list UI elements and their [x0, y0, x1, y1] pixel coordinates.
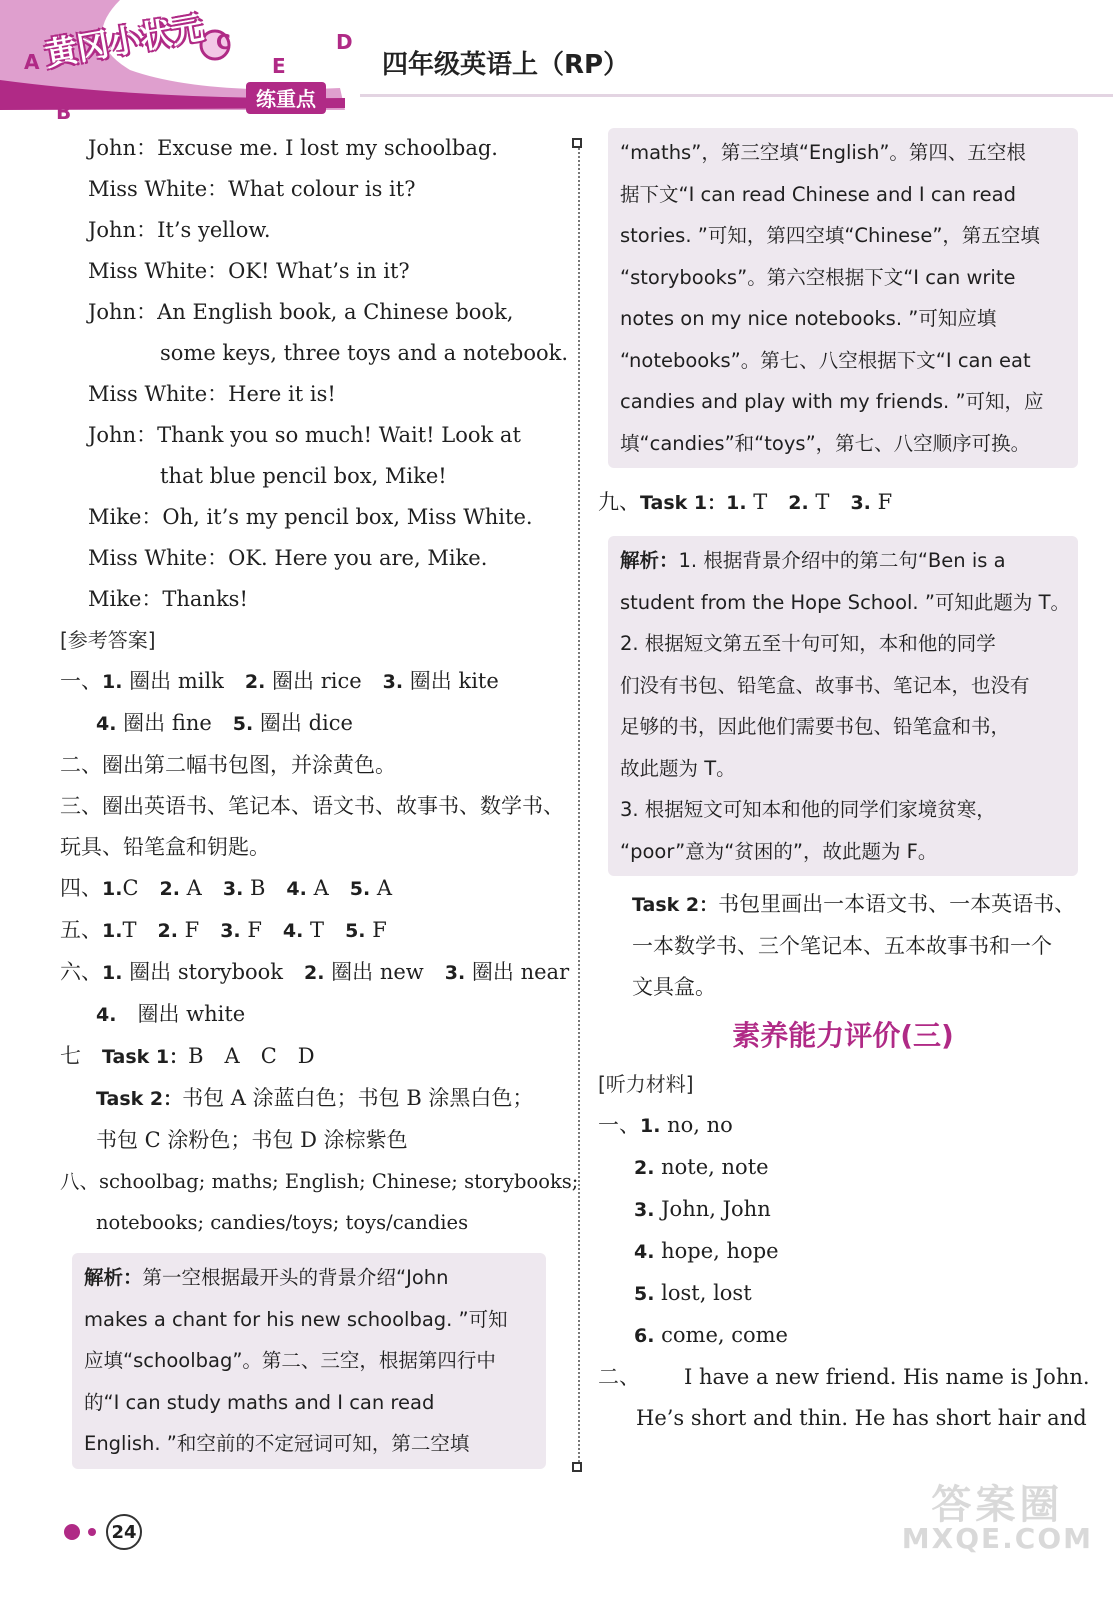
analysis-line: 据下文“I can read Chinese and I can read — [620, 182, 1016, 206]
analysis-line: 足够的书，因此他们需要书包、铅笔盒和书， — [620, 715, 1011, 738]
listening-item: 一、1. no, no — [598, 1113, 733, 1137]
column-divider — [578, 140, 580, 1470]
analysis-line: notes on my nice notebooks. ”可知应填 — [620, 307, 997, 330]
analysis-box-2 — [608, 536, 1078, 876]
dialogue — [60, 128, 569, 620]
listening-part-2-cont: He’s short and thin. He has short hair and — [636, 1406, 1087, 1430]
logo-letter: C — [216, 30, 231, 54]
listening-item: 5. lost, lost — [634, 1281, 752, 1305]
dialogue-line: that blue pencil box, Mike! — [160, 464, 447, 488]
task-2: Task 2：书包里画出一本语文书、一本英语书、 — [632, 892, 1076, 916]
page-header — [0, 0, 1113, 125]
analysis-line: English. ”和空前的不定冠词可知，第二空填 — [84, 1432, 470, 1455]
answer-8-cont: notebooks; candies/toys; toys/candies — [96, 1211, 469, 1234]
answers-heading: [参考答案] — [60, 628, 156, 652]
answer-7-task2-cont: 书包 C 涂粉色；书包 D 涂棕紫色 — [96, 1128, 408, 1152]
answer-7: 七 Task 1：B A C D — [60, 1044, 315, 1068]
dialogue-line: Miss White：OK! What’s in it? — [88, 259, 410, 283]
analysis-line: student from the Hope School. ”可知此题为 T。 — [620, 590, 1071, 614]
analysis-line: makes a chant for his new schoolbag. ”可知 — [84, 1307, 508, 1331]
section-title: 素养能力评价(三) — [732, 1019, 954, 1052]
analysis-line: “notebooks”。第七、八空根据下文“I can eat — [620, 348, 1031, 372]
section-tag: 练重点 — [246, 82, 326, 114]
answer-2: 二、圈出第二幅书包图，并涂黄色。 — [60, 753, 396, 777]
page-number-circle: 24 — [106, 1514, 142, 1550]
task-2-cont: 文具盒。 — [632, 975, 716, 999]
answer-3-cont: 玩具、铅笔盒和钥匙。 — [60, 835, 270, 859]
analysis-line: 填“candies”和“toys”，第七、八空顺序可换。 — [620, 431, 1031, 455]
analysis-line: 应填“schoolbag”。第二、三空，根据第四行中 — [84, 1349, 496, 1372]
header-rule — [360, 94, 1113, 97]
dialogue-line: Miss White：Here it is! — [88, 382, 336, 406]
brand-logo: 黄冈小状元 — [42, 8, 207, 74]
logo-letter: B — [56, 100, 72, 124]
analysis-line: 解析：1. 根据背景介绍中的第二句“Ben is a — [620, 549, 1006, 572]
analysis-box — [72, 1253, 546, 1469]
listening-item: 4. hope, hope — [634, 1239, 779, 1263]
book-title: 四年级英语上（RP） — [382, 50, 630, 80]
decor-dot — [88, 1528, 96, 1536]
listening-item: 3. John, John — [634, 1197, 771, 1221]
dialogue-line: Miss White：What colour is it? — [88, 177, 416, 201]
answer-3: 三、圈出英语书、笔记本、语文书、故事书、数学书、 — [60, 794, 564, 818]
watermark: 答案圈 MXQE.COM — [901, 1482, 1093, 1555]
answer-1-cont: 4. 圈出 fine 5. 圈出 dice — [96, 711, 353, 735]
dialogue-line: John：It’s yellow. — [88, 218, 271, 242]
dialogue-line: Mike：Thanks! — [88, 587, 248, 611]
listening-part-2: 二、 I have a new friend. His name is John. — [598, 1365, 1090, 1389]
answer-4: 四、1.C 2. A 3. B 4. A 5. A — [60, 876, 393, 900]
analysis-line: 们没有书包、铅笔盒、故事书、笔记本，也没有 — [620, 673, 1030, 697]
task-2-cont: 一本数学书、三个笔记本、五本故事书和一个 — [632, 934, 1052, 958]
page-number — [64, 1514, 142, 1550]
answer-6-cont: 4. 圈出 white — [96, 1002, 246, 1026]
dialogue-line: John：Thank you so much! Wait! Look at — [88, 423, 521, 447]
dialogue-line: John：Excuse me. I lost my schoolbag. — [88, 136, 498, 160]
analysis-line: candies and play with my friends. ”可知，应 — [620, 390, 1044, 413]
answer-7-task2: Task 2：书包 A 涂蓝白色；书包 B 涂黑白色； — [96, 1086, 534, 1110]
left-column — [60, 128, 579, 1469]
dialogue-line: some keys, three toys and a notebook. — [160, 341, 569, 365]
listening-heading: [听力材料] — [598, 1072, 694, 1096]
analysis-line: 2. 根据短文第五至十句可知，本和他的同学 — [620, 632, 996, 655]
decor-dot — [64, 1524, 80, 1540]
analysis-line: “maths”，第三空填“English”。第四、五空根 — [620, 141, 1026, 164]
analysis-line: 的“I can study maths and I can read — [84, 1390, 435, 1414]
analysis-line: stories. ”可知，第四空填“Chinese”，第五空填 — [620, 224, 1040, 247]
dialogue-line: John：An English book, a Chinese book, — [88, 300, 514, 324]
answer-1: 一、1. 圈出 milk 2. 圈出 rice 3. 圈出 kite — [60, 669, 499, 693]
listening-part-1 — [598, 1105, 1078, 1357]
answer-8: 八、schoolbag; maths; English; Chinese; storybooks; — [60, 1170, 579, 1193]
logo-letter: D — [336, 30, 353, 54]
analysis-box-continued — [608, 128, 1078, 468]
listening-item: 2. note, note — [634, 1155, 769, 1179]
analysis-line: 3. 根据短文可知本和他的同学们家境贫寒， — [620, 798, 996, 821]
logo-letter: A — [24, 50, 40, 74]
analysis-line: 解析：第一空根据最开头的背景介绍“John — [84, 1266, 449, 1289]
divider-marker — [572, 1462, 582, 1472]
answer-6: 六、1. 圈出 storybook 2. 圈出 new 3. 圈出 near — [60, 960, 570, 984]
divider-marker — [572, 138, 582, 148]
dialogue-line: Miss White：OK. Here you are, Mike. — [88, 546, 488, 570]
answer-5: 五、1.T 2. F 3. F 4. T 5. F — [60, 918, 387, 942]
analysis-line: “poor”意为“贫困的”，故此题为 F。 — [620, 839, 938, 863]
answer-9: 九、Task 1：1. T 2. T 3. F — [598, 490, 893, 514]
analysis-line: 故此题为 T。 — [620, 756, 736, 780]
logo-letter: E — [272, 54, 286, 78]
right-column — [598, 128, 1090, 1439]
listening-item: 6. come, come — [634, 1323, 788, 1347]
analysis-line: “storybooks”。第六空根据下文“I can write — [620, 265, 1016, 289]
dialogue-line: Mike：Oh, it’s my pencil box, Miss White. — [88, 505, 533, 529]
